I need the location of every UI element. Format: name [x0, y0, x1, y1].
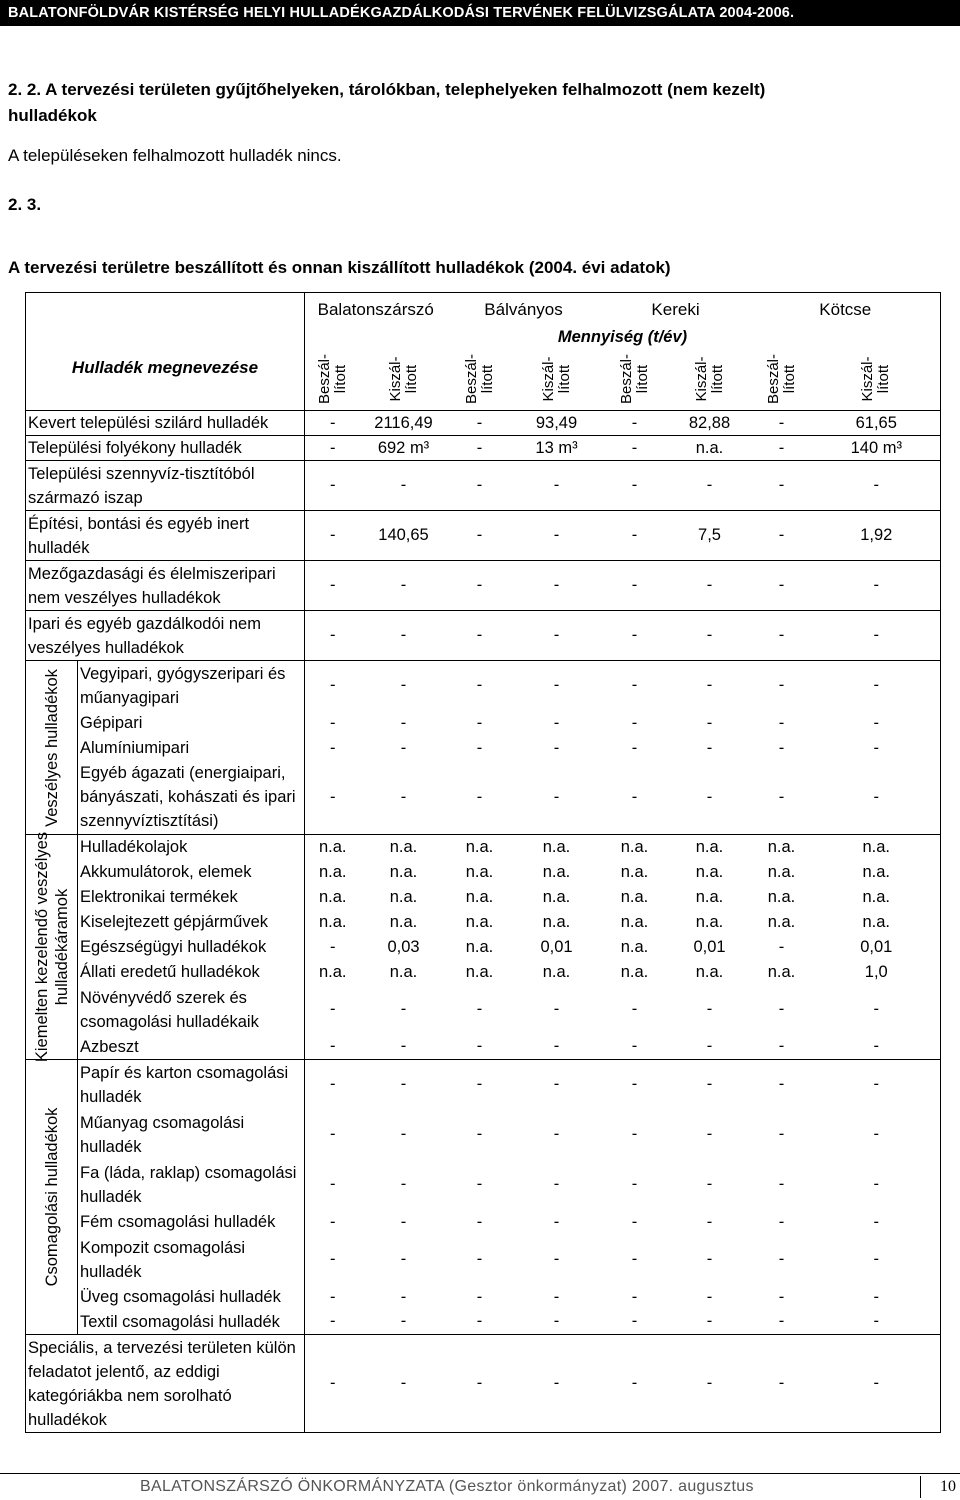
value-cell: - — [706, 1075, 713, 1094]
value-cell: - — [305, 1035, 361, 1060]
group-label-cell — [26, 831, 78, 1063]
value-cell: - — [751, 461, 813, 511]
section-2-2-heading-line1: 2. 2. A tervezési területen gyűjtőhelyeken, tárolókban, telephelyeken felhalmozott (nem kezelt) — [8, 80, 766, 99]
value-cell: - — [601, 411, 669, 436]
value-cell: n.a. — [620, 862, 649, 881]
value-cell: - — [631, 1075, 638, 1094]
table-row — [26, 1335, 941, 1433]
table-row — [26, 1310, 941, 1335]
value-cell: n.a. — [767, 862, 796, 881]
waste-name-r7: Vegyipari, gyógyszeripari és műanyagipari — [78, 661, 305, 711]
value-cell: - — [553, 1000, 560, 1018]
value-cell: n.a. — [813, 860, 941, 885]
table-row — [26, 436, 941, 461]
table-row — [26, 1235, 941, 1285]
table-row — [26, 561, 941, 611]
value-cell: n.a. — [695, 912, 724, 931]
value-cell: 82,88 — [669, 411, 751, 436]
value-cell: n.a. — [813, 885, 941, 910]
value-cell: - — [447, 1310, 513, 1335]
value-cell: - — [751, 411, 813, 436]
value-cell: 1,92 — [813, 511, 941, 561]
waste-name-r19: Papír és karton csomagolási hulladék — [78, 1060, 305, 1110]
value-cell: n.a. — [620, 962, 649, 981]
value-cell: - — [813, 561, 941, 611]
value-cell: - — [778, 1000, 785, 1018]
table-row — [26, 885, 941, 910]
value-cell: - — [400, 676, 407, 695]
value-cell: - — [400, 1250, 407, 1268]
table-row — [26, 1110, 941, 1160]
value-cell: - — [706, 1000, 713, 1018]
waste-name-r16: Állati eredetű hulladékok — [78, 960, 305, 985]
waste-name-r6: Ipari és egyéb gazdálkodói nem veszélyes hulladékok — [26, 611, 305, 661]
value-cell: n.a. — [465, 862, 494, 881]
value-cell: - — [813, 985, 941, 1035]
value-cell: - — [513, 461, 601, 511]
page-number: 10 — [920, 1476, 956, 1498]
value-cell: - — [447, 1335, 513, 1433]
value-cell: - — [361, 611, 447, 661]
group-label-veszelyes: Veszélyes hulladékok — [42, 668, 61, 827]
value-cell: n.a. — [620, 887, 649, 906]
value-cell: - — [778, 1125, 785, 1143]
waste-name-r15: Egészségügyi hulladékok — [78, 935, 305, 960]
value-cell: - — [476, 1175, 483, 1193]
value-cell: n.a. — [695, 862, 724, 881]
value-cell: - — [778, 1250, 785, 1268]
waste-name-r11: Hulladékolajok — [78, 835, 305, 860]
waste-name-r10: Egyéb ágazati (energiaipari, bányászati, kohászati és ipari szennyvíztisztítási) — [78, 761, 305, 835]
value-cell: - — [706, 738, 713, 757]
value-cell: - — [813, 1110, 941, 1160]
value-cell: - — [631, 676, 638, 695]
value-cell: 140 m³ — [813, 436, 941, 461]
value-cell: - — [669, 461, 751, 511]
value-cell: - — [706, 1287, 713, 1306]
waste-name-r14: Kiselejtezett gépjárművek — [78, 910, 305, 935]
value-cell: - — [305, 1310, 361, 1335]
value-cell: n.a. — [767, 962, 796, 981]
value-cell: - — [813, 1310, 941, 1335]
value-cell: - — [305, 985, 361, 1035]
group-label-kiemelt: Kiemelten kezelendő veszélyes hulladékáramok — [32, 831, 71, 1063]
value-cell: - — [813, 761, 941, 835]
value-cell: n.a. — [305, 835, 361, 860]
footer-rule — [0, 1473, 960, 1474]
value-cell: n.a. — [465, 887, 494, 906]
table-row — [26, 611, 941, 661]
value-cell: - — [601, 1335, 669, 1433]
table-row — [26, 511, 941, 561]
value-cell: - — [447, 511, 513, 561]
waste-name-r20: Műanyag csomagolási hulladék — [78, 1110, 305, 1160]
value-cell: n.a. — [465, 837, 494, 856]
value-cell: n.a. — [767, 912, 796, 931]
town-header-balatonszarszo: Balatonszárszó — [305, 293, 447, 327]
value-cell: - — [400, 1175, 407, 1193]
value-cell: - — [305, 1285, 361, 1310]
value-cell: n.a. — [813, 910, 941, 935]
value-cell: 0,01 — [540, 937, 573, 956]
value-cell: - — [513, 1310, 601, 1335]
value-cell: - — [751, 761, 813, 835]
value-cell: - — [553, 1250, 560, 1268]
waste-name-r25: Textil csomagolási hulladék — [78, 1310, 305, 1335]
value-cell: - — [631, 1000, 638, 1018]
table-row — [26, 1060, 941, 1110]
value-cell: 61,65 — [813, 411, 941, 436]
value-cell: - — [447, 436, 513, 461]
value-cell: - — [669, 611, 751, 661]
table-row — [26, 661, 941, 711]
value-cell: - — [400, 738, 407, 757]
value-cell: - — [778, 676, 785, 695]
value-cell: - — [669, 561, 751, 611]
value-cell: - — [778, 1075, 785, 1094]
value-cell: - — [751, 436, 813, 461]
value-cell: n.a. — [465, 937, 494, 956]
value-cell: n.a. — [305, 960, 361, 985]
col-out-balvanyos: Kiszál- lított — [539, 356, 573, 402]
value-cell: - — [553, 1175, 560, 1193]
section-2-3-number: 2. 3. — [8, 195, 42, 214]
section-2-2-heading-line2: hulladékok — [8, 106, 97, 125]
value-cell: - — [553, 1125, 560, 1143]
value-cell: - — [813, 461, 941, 511]
value-cell: - — [813, 611, 941, 661]
table-row — [26, 736, 941, 761]
waste-transport-table — [25, 292, 941, 1433]
value-cell: - — [706, 713, 713, 732]
value-cell: - — [476, 738, 483, 757]
value-cell: n.a. — [465, 912, 494, 931]
col-out-kotcse: Kiszál- lított — [859, 356, 893, 402]
value-cell: - — [706, 1125, 713, 1143]
value-cell: n.a. — [389, 862, 418, 881]
value-cell: - — [631, 713, 638, 732]
value-cell: - — [305, 611, 361, 661]
waste-name-r24: Üveg csomagolási hulladék — [78, 1285, 305, 1310]
value-cell: n.a. — [542, 887, 571, 906]
waste-name-r4: Építési, bontási és egyéb inert hulladék — [26, 511, 305, 561]
value-cell: - — [631, 1125, 638, 1143]
value-cell: - — [669, 1335, 751, 1433]
value-cell: - — [813, 1335, 941, 1433]
value-cell: - — [447, 561, 513, 611]
value-cell: n.a. — [669, 436, 751, 461]
value-cell: - — [400, 1075, 407, 1094]
value-cell: - — [361, 1310, 447, 1335]
waste-name-r3: Települési szennyvíz-tisztítóból származó iszap — [26, 461, 305, 511]
waste-name-r23: Kompozit csomagolási hulladék — [78, 1235, 305, 1285]
waste-name-r1: Kevert települési szilárd hulladék — [26, 411, 305, 436]
value-cell: - — [361, 561, 447, 611]
table-row — [26, 960, 941, 985]
value-cell: n.a. — [620, 912, 649, 931]
value-cell: - — [751, 1335, 813, 1433]
value-cell: - — [447, 611, 513, 661]
value-cell: - — [813, 736, 941, 761]
value-cell: - — [305, 1235, 361, 1285]
col-out-balatonszarszo: Kiszál- lított — [386, 356, 420, 402]
value-cell: 140,65 — [361, 511, 447, 561]
value-cell: n.a. — [389, 887, 418, 906]
value-cell: - — [751, 611, 813, 661]
value-cell: - — [476, 676, 483, 695]
value-cell: - — [751, 1310, 813, 1335]
value-cell: - — [631, 738, 638, 757]
value-cell: - — [513, 511, 601, 561]
value-cell: n.a. — [465, 962, 494, 981]
value-cell: - — [601, 761, 669, 835]
value-cell: - — [751, 561, 813, 611]
value-cell: - — [813, 1235, 941, 1285]
value-cell: - — [476, 1075, 483, 1094]
waste-name-r9: Alumíniumipari — [78, 736, 305, 761]
page-footer — [0, 1476, 958, 1498]
waste-name-r17: Növényvédő szerek és csomagolási hulladékaik — [78, 985, 305, 1035]
table-row — [26, 1285, 941, 1310]
value-cell: - — [400, 713, 407, 732]
group-label-csomagolasi: Csomagolási hulladékok — [42, 1107, 61, 1287]
quantity-unit-header: Mennyiség (t/év) — [305, 327, 941, 349]
value-cell: - — [305, 935, 361, 960]
table-row — [26, 1035, 941, 1060]
value-cell: - — [751, 511, 813, 561]
value-cell: n.a. — [695, 887, 724, 906]
value-cell: - — [476, 1250, 483, 1268]
value-cell: - — [305, 711, 361, 736]
value-cell: - — [305, 1110, 361, 1160]
value-cell: - — [631, 1287, 638, 1306]
value-cell: 7,5 — [669, 511, 751, 561]
value-cell: - — [553, 1287, 560, 1306]
waste-name-r21: Fa (láda, raklap) csomagolási hulladék — [78, 1160, 305, 1210]
value-cell: - — [400, 1125, 407, 1143]
value-cell: - — [361, 761, 447, 835]
value-cell: - — [513, 761, 601, 835]
value-cell: - — [305, 761, 361, 835]
value-cell: - — [513, 561, 601, 611]
value-cell: - — [631, 1212, 638, 1231]
table-row — [26, 461, 941, 511]
value-cell: - — [476, 1287, 483, 1306]
value-cell: - — [813, 1210, 941, 1235]
value-cell: - — [601, 461, 669, 511]
town-header-kotcse: Kötcse — [751, 293, 941, 327]
waste-name-r2: Települési folyékony hulladék — [26, 436, 305, 461]
waste-name-r18: Azbeszt — [78, 1035, 305, 1060]
value-cell: - — [553, 713, 560, 732]
value-cell: - — [447, 1035, 513, 1060]
value-cell: - — [476, 713, 483, 732]
value-cell: - — [513, 1035, 601, 1060]
value-cell: 692 m³ — [361, 436, 447, 461]
value-cell: - — [361, 461, 447, 511]
town-header-balvanyos: Bálványos — [447, 293, 601, 327]
section-2-3-heading: A tervezési területre beszállított és onnan kiszállított hulladékok (2004. évi adatok) — [8, 258, 671, 277]
value-cell: n.a. — [389, 962, 418, 981]
table-row — [26, 935, 941, 960]
value-cell: - — [813, 711, 941, 736]
table-row — [26, 860, 941, 885]
value-cell: n.a. — [389, 837, 418, 856]
value-cell: - — [305, 411, 361, 436]
table-row — [26, 1160, 941, 1210]
waste-name-r13: Elektronikai termékek — [78, 885, 305, 910]
section-2-2-text: A településeken felhalmozott hulladék nincs. — [8, 146, 342, 165]
value-cell: - — [305, 736, 361, 761]
value-cell: - — [553, 1075, 560, 1094]
value-cell: - — [631, 1175, 638, 1193]
value-cell: - — [751, 1035, 813, 1060]
value-cell: n.a. — [305, 885, 361, 910]
value-cell: n.a. — [695, 962, 724, 981]
value-cell: - — [813, 1060, 941, 1110]
value-cell: - — [361, 1035, 447, 1060]
waste-name-r12: Akkumulátorok, elemek — [78, 860, 305, 885]
value-cell: - — [305, 1335, 361, 1433]
value-cell: - — [601, 1310, 669, 1335]
value-cell: - — [631, 1250, 638, 1268]
value-cell: - — [669, 761, 751, 835]
value-cell: - — [476, 1125, 483, 1143]
value-cell: - — [305, 436, 361, 461]
value-cell: - — [400, 1000, 407, 1018]
value-cell: 13 m³ — [513, 436, 601, 461]
value-cell: - — [706, 1175, 713, 1193]
waste-name-r5: Mezőgazdasági és élelmiszeripari nem veszélyes hulladékok — [26, 561, 305, 611]
table-row — [26, 711, 941, 736]
value-cell: - — [813, 661, 941, 711]
value-cell: - — [706, 1212, 713, 1231]
value-cell: 0,03 — [387, 937, 420, 956]
value-cell: n.a. — [389, 912, 418, 931]
value-cell: n.a. — [620, 937, 649, 956]
value-cell: - — [813, 1285, 941, 1310]
value-cell: - — [553, 676, 560, 695]
value-cell: - — [361, 1335, 447, 1433]
value-cell: - — [669, 1310, 751, 1335]
value-cell: n.a. — [542, 962, 571, 981]
value-cell: - — [400, 1287, 407, 1306]
value-cell: n.a. — [542, 862, 571, 881]
value-cell: n.a. — [767, 887, 796, 906]
value-cell: n.a. — [620, 837, 649, 856]
value-cell: - — [601, 511, 669, 561]
value-cell: - — [513, 1335, 601, 1433]
col-out-kereki: Kiszál- lított — [692, 356, 726, 402]
value-cell: - — [706, 676, 713, 695]
table-row — [26, 761, 941, 835]
value-cell: 0,01 — [693, 937, 726, 956]
value-cell: - — [476, 1212, 483, 1231]
value-cell: - — [778, 1212, 785, 1231]
value-cell: - — [305, 461, 361, 511]
value-cell: - — [778, 738, 785, 757]
value-cell: n.a. — [695, 837, 724, 856]
table-row — [26, 411, 941, 436]
value-cell: 2116,49 — [361, 411, 447, 436]
value-cell: - — [601, 436, 669, 461]
table-row — [26, 910, 941, 935]
value-cell: - — [305, 661, 361, 711]
footer-text: BALATONSZÁRSZÓ ÖNKORMÁNYZATA (Gesztor önkormányzat) 2007. augusztus — [140, 1478, 754, 1495]
col-in-kereki: Beszál- lított — [617, 354, 651, 405]
value-cell: - — [813, 1035, 941, 1060]
value-cell: n.a. — [305, 860, 361, 885]
value-cell: - — [447, 411, 513, 436]
waste-name-header: Hulladék megnevezése — [26, 327, 305, 411]
value-cell: - — [778, 937, 785, 956]
table-row — [26, 1210, 941, 1235]
value-cell: - — [305, 561, 361, 611]
value-cell: n.a. — [542, 912, 571, 931]
value-cell: - — [601, 1035, 669, 1060]
value-cell: n.a. — [767, 837, 796, 856]
waste-name-r8: Gépipari — [78, 711, 305, 736]
col-in-kotcse: Beszál- lított — [764, 354, 798, 405]
value-cell: - — [305, 1060, 361, 1110]
value-cell: - — [778, 1175, 785, 1193]
value-cell: - — [778, 713, 785, 732]
value-cell: - — [601, 561, 669, 611]
value-cell: - — [476, 1000, 483, 1018]
value-cell: - — [601, 611, 669, 661]
table-row — [26, 835, 941, 860]
value-cell: 1,0 — [813, 960, 941, 985]
value-cell: - — [813, 1160, 941, 1210]
value-cell: - — [400, 1212, 407, 1231]
col-in-balatonszarszo: Beszál- lított — [315, 354, 349, 405]
value-cell: 0,01 — [813, 935, 941, 960]
waste-name-r22: Fém csomagolási hulladék — [78, 1210, 305, 1235]
value-cell: - — [447, 461, 513, 511]
value-cell: - — [305, 1210, 361, 1235]
town-header-kereki: Kereki — [601, 293, 751, 327]
value-cell: - — [669, 1035, 751, 1060]
value-cell: - — [305, 1160, 361, 1210]
value-cell: 93,49 — [513, 411, 601, 436]
value-cell: - — [553, 738, 560, 757]
value-cell: n.a. — [542, 837, 571, 856]
value-cell: - — [305, 511, 361, 561]
col-in-balvanyos: Beszál- lított — [462, 354, 496, 405]
value-cell: - — [706, 1250, 713, 1268]
value-cell: - — [553, 1212, 560, 1231]
value-cell: n.a. — [305, 910, 361, 935]
table-row — [26, 985, 941, 1035]
value-cell: - — [778, 1287, 785, 1306]
value-cell: n.a. — [813, 835, 941, 860]
running-header: BALATONFÖLDVÁR KISTÉRSÉG HELYI HULLADÉKGAZDÁLKODÁSI TERVÉNEK FELÜLVIZSGÁLATA 2004-2006. — [0, 0, 960, 26]
group-label-cell — [26, 1060, 78, 1335]
value-cell: - — [513, 611, 601, 661]
waste-name-r26: Speciális, a tervezési területen külön feladatot jelentő, az eddigi kategóriákba nem sorolható hulladékok — [26, 1335, 305, 1433]
value-cell: - — [447, 761, 513, 835]
